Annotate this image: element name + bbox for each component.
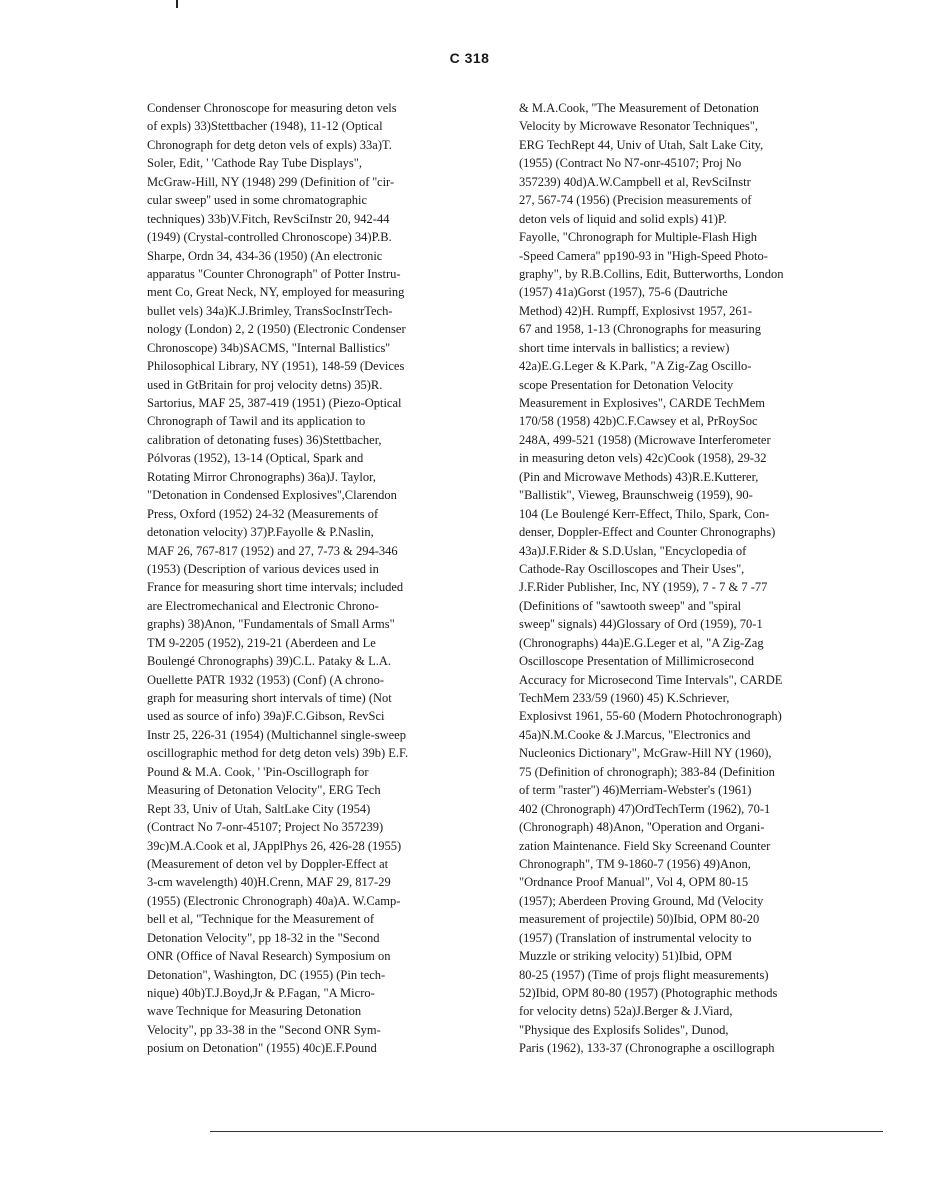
text-line: (1957) 41a)Gorst (1957), 75-6 (Dautriche [519, 285, 728, 300]
text-line: short time intervals in ballistics; a review) [519, 340, 730, 355]
text-line: (Measurement of deton vel by Doppler-Effect at [147, 856, 389, 871]
text-line: 42a)E.G.Leger & K.Park, "A Zig-Zag Oscillo- [519, 359, 752, 374]
text-line: zation Maintenance. Field Sky Screenand Counter [519, 838, 771, 853]
text-line: of term ''raster'') 46)Merriam-Webster's (1961) [519, 783, 752, 798]
text-line: Chronograph", TM 9-1860-7 (1956) 49)Anon, [519, 856, 751, 871]
text-line: graphs) 38)Anon, "Fundamentals of Small Arms" [147, 617, 395, 632]
text-line: TechMem 233/59 (1960) 45) K.Schriever, [519, 691, 730, 705]
text-line: TM 9-2205 (1952), 219-21 (Aberdeen and Le [147, 635, 376, 650]
text-line: detonation velocity) 37)P.Fayolle & P.Naslin, [147, 525, 374, 540]
text-line: for velocity detns) 52a)J.Berger & J.Viard, [519, 1004, 733, 1019]
left-column [147, 99, 492, 1058]
text-line: 52)Ibid, OPM 80-80 (1957) (Photographic methods [519, 986, 778, 1000]
text-line: ONR (Office of Naval Research) Symposium on [147, 949, 391, 964]
text-line: sweep'' signals) 44)Glossary of Ord (1959), 70-1 [519, 617, 763, 632]
text-line: 104 (Le Boulengé Kerr-Effect, Thilo, Spark, Con- [519, 506, 770, 521]
text-line: of expls) 33)Stettbacher (1948), 11-12 (Optical [147, 119, 383, 134]
text-line: cular sweep'' used in some chromatographic [147, 193, 368, 208]
text-line: (1955) (Contract No N7-onr-45107; Proj No [519, 156, 742, 171]
text-line: J.F.Rider Publisher, Inc, NY (1959), 7 - 7 & 7 -77 [519, 580, 768, 595]
text-line: Measurement in Explosives", CARDE TechMem [519, 396, 765, 410]
corner-tick-mark [176, 0, 178, 8]
text-line: used in GtBritain for proj velocity detns) 35)R. [147, 377, 383, 392]
text-line: Velocity", pp 33-38 in the "Second ONR Sym- [147, 1022, 381, 1037]
text-line: Paris (1962), 133-37 (Chronographe a oscillograph [519, 1041, 775, 1056]
text-line: Method) 42)H. Rumpff, Explosivst 1957, 261- [519, 303, 753, 318]
text-line: calibration of detonating fuses) 36)Stettbacher, [147, 432, 382, 447]
text-line: Rotating Mirror Chronographs) 36a)J. Taylor, [147, 469, 376, 484]
text-line: in measuring deton vels) 42c)Cook (1958), 29-32 [519, 451, 767, 466]
text-line: Explosivst 1961, 55-60 (Modern Photochronograph) [519, 709, 782, 724]
text-line: McGraw-Hill, NY (1948) 299 (Definition of ''cir- [147, 174, 395, 189]
text-line: oscillographic method for detg deton vels) 39b) E.F. [147, 746, 409, 761]
text-line: 45a)N.M.Cooke & J.Marcus, "Electronics and [519, 727, 751, 742]
text-line: graph for measuring short intervals of time) (Not [147, 691, 392, 705]
text-line: (Contract No 7-onr-45107; Project No 357239) [147, 820, 384, 835]
text-line: deton vels of liquid and solid expls) 41)P. [519, 211, 727, 226]
text-line: Boulengé Chronographs) 39)C.L. Pataky & L.A. [147, 654, 392, 669]
text-line: Chronoscope) 34b)SACMS, "Internal Ballistics'' [147, 340, 390, 355]
text-line: Ouellette PATR 1932 (1953) (Conf) (A chrono- [147, 672, 385, 687]
text-line: Condenser Chronoscope for measuring deton vels [147, 101, 397, 115]
text-line: Chronograph for detg deton vels of expls) 33a)T. [147, 137, 392, 152]
text-line: bell et al, "Technique for the Measurement of [147, 912, 375, 927]
text-line: (Definitions of ''sawtooth sweep'' and ''spiral [519, 598, 742, 613]
text-line: nique) 40b)T.J.Boyd,Jr & P.Fagan, "A Micro- [147, 986, 375, 1000]
text-line: "Detonation in Condensed Explosives'',Clarendon [147, 488, 397, 503]
text-line: 67 and 1958, 1-13 (Chronographs for measuring [519, 322, 761, 337]
text-line: "Ballistik", Vieweg, Braunschweig (1959), 90- [519, 488, 753, 503]
text-line: MAF 26, 767-817 (1952) and 27, 7-73 & 294-346 [147, 543, 398, 558]
text-line: Muzzle or striking velocity) 51)Ibid, OPM [519, 949, 733, 964]
text-line: Cathode-Ray Oscilloscopes and Their Uses", [519, 561, 745, 576]
page-number: C 318 [449, 50, 490, 66]
text-line: -Speed Camera'' pp190-93 in ''High-Speed Photo- [519, 248, 768, 263]
text-line: Sharpe, Ordn 34, 434-36 (1950) (An electronic [147, 248, 383, 263]
text-line: Detonation Velocity", pp 18-32 in the "Second [147, 930, 380, 945]
text-line: "Physique des Explosifs Solides", Dunod, [519, 1022, 729, 1037]
text-line: Pound & M.A. Cook, ' 'Pin-Oscillograph for [147, 764, 369, 779]
text-line: 39c)M.A.Cook et al, JApplPhys 26, 426-28 (1955) [147, 838, 402, 853]
text-line: (1957) (Translation of instrumental velocity to [519, 930, 752, 945]
text-line: ment Co, Great Neck, NY, employed for measuring [147, 285, 405, 300]
text-line: Philosophical Library, NY (1951), 148-59 (Devices [147, 359, 405, 374]
footer-rule [210, 1131, 883, 1132]
text-line: techniques) 33b)V.Fitch, RevSciInstr 20, 942-44 [147, 211, 390, 226]
text-line: Press, Oxford (1952) 24-32 (Measurements of [147, 506, 379, 521]
text-line: "Ordnance Proof Manual", Vol 4, OPM 80-15 [519, 875, 749, 890]
text-line: 75 (Definition of chronograph); 383-84 (Definition [519, 764, 775, 779]
text-line: Fayolle, "Chronograph for Multiple-Flash High [519, 230, 758, 245]
text-line: Measuring of Detonation Velocity", ERG Tech [147, 783, 381, 798]
text-line: measurement of projectile) 50)Ibid, OPM 80-20 [519, 912, 760, 927]
text-line: Velocity by Microwave Resonator Techniques", [519, 119, 759, 134]
text-line: (Chronograph) 48)Anon, ''Operation and Organi- [519, 820, 765, 835]
text-line: (Pin and Microwave Methods) 43)R.E.Kutterer, [519, 469, 759, 484]
text-line: denser, Doppler-Effect and Counter Chronographs) [519, 525, 776, 540]
text-line: 80-25 (1957) (Time of projs flight measurements) [519, 967, 769, 982]
text-line: 402 (Chronograph) 47)OrdTechTerm (1962), 70-1 [519, 801, 771, 816]
text-line: Rept 33, Univ of Utah, SaltLake City (1954) [147, 801, 371, 816]
text-line: Chronograph of Tawil and its application to [147, 414, 366, 429]
text-line: nology (London) 2, 2 (1950) (Electronic Condenser [147, 322, 406, 337]
text-line: (1955) (Electronic Chronograph) 40a)A. W.Camp- [147, 893, 401, 908]
text-line: (Chronographs) 44a)E.G.Leger et al, "A Zig-Zag [519, 635, 764, 650]
text-line: France for measuring short time intervals; included [147, 580, 404, 595]
text-line: 170/58 (1958) 42b)C.F.Cawsey et al, PrRoySoc [519, 414, 758, 429]
text-line: Accuracy for Microsecond Time Intervals", CARDE [519, 672, 783, 687]
text-line: 27, 567-74 (1956) (Precision measurements of [519, 193, 752, 208]
text-line: 357239) 40d)A.W.Campbell et al, RevSciInstr [519, 174, 751, 189]
text-line: Soler, Edit, ' 'Cathode Ray Tube Displays", [147, 156, 363, 171]
right-column [519, 99, 889, 1058]
text-line: Nucleonics Dictionary", McGraw-Hill NY (1960), [519, 746, 772, 761]
text-line: 3-cm wavelength) 40)H.Crenn, MAF 29, 817-29 [147, 875, 391, 890]
text-line: 248A, 499-521 (1958) (Microwave Interferometer [519, 432, 771, 447]
text-line: & M.A.Cook, ''The Measurement of Detonation [519, 101, 759, 115]
text-line: 43a)J.F.Rider & S.D.Uslan, "Encyclopedia of [519, 543, 747, 558]
text-line: are Electromechanical and Electronic Chrono- [147, 598, 379, 613]
text-line: apparatus "Counter Chronograph" of Potter Instru- [147, 266, 401, 281]
text-line: bullet vels) 34a)K.J.Brimley, TransSocInstrTech- [147, 303, 393, 318]
text-line: Sartorius, MAF 25, 387-419 (1951) (Piezo-Optical [147, 396, 402, 410]
text-line: (1953) (Description of various devices used in [147, 561, 379, 576]
text-line: scope Presentation for Detonation Velocity [519, 377, 734, 392]
text-line: (1957); Aberdeen Proving Ground, Md (Velocity [519, 893, 764, 908]
text-line: ERG TechRept 44, Univ of Utah, Salt Lake City, [519, 137, 764, 152]
text-line: (1949) (Crystal-controlled Chronoscope) 34)P.B. [147, 230, 392, 245]
text-line: wave Technique for Measuring Detonation [147, 1004, 362, 1019]
text-line: posium on Detonation" (1955) 40c)E.F.Pound [147, 1041, 377, 1056]
text-line: graphy", by R.B.Collins, Edit, Butterworths, London [519, 266, 784, 281]
text-line: Pólvoras (1952), 13-14 (Optical, Spark and [147, 451, 364, 466]
text-line: used as source of info) 39a)F.C.Gibson, RevSci [147, 709, 385, 724]
text-line: Oscilloscope Presentation of Millimicrosecond [519, 654, 755, 669]
text-line: Instr 25, 226-31 (1954) (Multichannel single-sweep [147, 727, 406, 742]
text-line: Detonation", Washington, DC (1955) (Pin tech- [147, 967, 386, 982]
